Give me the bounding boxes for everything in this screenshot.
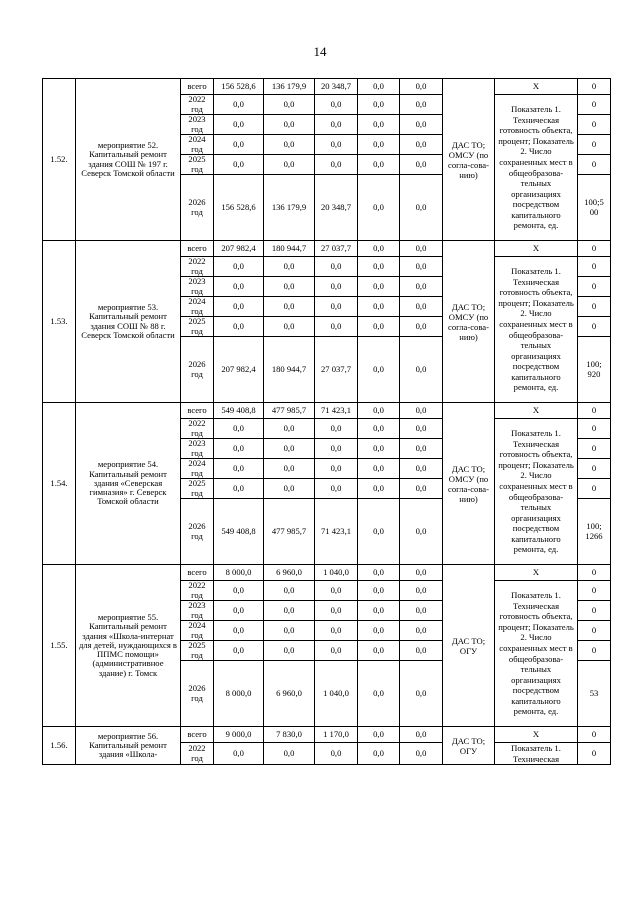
target-value-cell: 0 [578, 95, 611, 115]
amount-cell: 0,0 [214, 743, 264, 765]
amount-cell: 0,0 [358, 115, 400, 135]
amount-cell: 0,0 [264, 601, 315, 621]
measure-name: мероприятие 53. Капитальный ремонт здания СОШ № 88 г. Северск Томской области [76, 241, 181, 403]
amount-cell: 0,0 [358, 175, 400, 241]
amount-cell: 0,0 [358, 727, 400, 743]
amount-cell: 0,0 [214, 317, 264, 337]
row-number: 1.56. [43, 727, 76, 765]
amount-cell: 136 179,9 [264, 79, 315, 95]
amount-cell: 549 408,8 [214, 403, 264, 419]
amount-cell: 0,0 [400, 297, 443, 317]
period-cell: 2023 год [181, 439, 214, 459]
row-number: 1.52. [43, 79, 76, 241]
program-table [42, 78, 611, 765]
target-value-cell: 0 [578, 241, 611, 257]
amount-cell: 0,0 [214, 601, 264, 621]
amount-cell: 0,0 [264, 621, 315, 641]
period-cell: 2022 год [181, 581, 214, 601]
amount-cell: 20 348,7 [315, 79, 358, 95]
period-cell: 2024 год [181, 459, 214, 479]
indicator-cell: Показатель 1. Техническая готовность объекта, процент; Показатель 2. Число сохраненных мест в общеобразова-тельных организациях посредством капитального ремонта, ед. [495, 257, 578, 403]
target-cell: X [495, 403, 578, 419]
period-cell: всего [181, 403, 214, 419]
amount-cell: 0,0 [400, 601, 443, 621]
amount-cell: 0,0 [400, 115, 443, 135]
amount-cell: 0,0 [315, 581, 358, 601]
indicator-cell: Показатель 1. Техническая готовность объекта, процент; Показатель 2. Число сохраненных мест в общеобразова-тельных организациях посредством капитального ремонта, ед. [495, 419, 578, 565]
indicator-cell: Показатель 1. Техническая готовность объекта, процент; Показатель 2. Число сохраненных мест в общеобразова-тельных организациях посредством капитального ремонта, ед. [495, 95, 578, 241]
period-cell: 2026 год [181, 499, 214, 565]
amount-cell: 0,0 [264, 641, 315, 661]
period-cell: 2026 год [181, 661, 214, 727]
amount-cell: 0,0 [358, 601, 400, 621]
amount-cell: 0,0 [214, 641, 264, 661]
amount-cell: 0,0 [315, 641, 358, 661]
amount-cell: 0,0 [400, 641, 443, 661]
amount-cell: 0,0 [400, 743, 443, 765]
period-cell: 2025 год [181, 641, 214, 661]
amount-cell: 156 528,6 [214, 175, 264, 241]
amount-cell: 0,0 [315, 257, 358, 277]
target-cell: X [495, 241, 578, 257]
amount-cell: 1 170,0 [315, 727, 358, 743]
amount-cell: 477 985,7 [264, 499, 315, 565]
measure-name: мероприятие 52. Капитальный ремонт здания СОШ № 197 г. Северск Томской области [76, 79, 181, 241]
amount-cell: 0,0 [315, 479, 358, 499]
period-cell: всего [181, 727, 214, 743]
amount-cell: 71 423,1 [315, 499, 358, 565]
amount-cell: 0,0 [264, 135, 315, 155]
amount-cell: 0,0 [400, 175, 443, 241]
amount-cell: 0,0 [264, 479, 315, 499]
amount-cell: 0,0 [400, 135, 443, 155]
amount-cell: 0,0 [214, 297, 264, 317]
amount-cell: 0,0 [214, 257, 264, 277]
amount-cell: 0,0 [358, 565, 400, 581]
amount-cell: 0,0 [358, 95, 400, 115]
table-row [43, 727, 611, 743]
amount-cell: 0,0 [315, 439, 358, 459]
amount-cell: 0,0 [214, 135, 264, 155]
row-number: 1.55. [43, 565, 76, 727]
table-row [43, 241, 611, 257]
executor-cell: ДАС ТО; ОГУ [443, 565, 495, 727]
table-row [43, 565, 611, 581]
amount-cell: 0,0 [264, 257, 315, 277]
period-cell: 2026 год [181, 337, 214, 403]
amount-cell: 0,0 [214, 581, 264, 601]
page-number: 14 [313, 44, 327, 59]
period-cell: 2022 год [181, 743, 214, 765]
indicator-cell: Показатель 1. Техническая [495, 743, 578, 765]
amount-cell: 0,0 [264, 439, 315, 459]
target-value-cell: 0 [578, 135, 611, 155]
amount-cell: 0,0 [358, 743, 400, 765]
measure-name: мероприятие 56. Капитальный ремонт здания «Школа- [76, 727, 181, 765]
executor-cell: ДАС ТО; ОМСУ (по согла-сова-нию) [443, 241, 495, 403]
amount-cell: 71 423,1 [315, 403, 358, 419]
amount-cell: 0,0 [264, 115, 315, 135]
amount-cell: 0,0 [400, 727, 443, 743]
period-cell: 2023 год [181, 277, 214, 297]
executor-cell: ДАС ТО; ОМСУ (по согла-сова-нию) [443, 403, 495, 565]
amount-cell: 0,0 [358, 297, 400, 317]
amount-cell: 180 944,7 [264, 241, 315, 257]
target-value-cell: 0 [578, 403, 611, 419]
period-cell: 2024 год [181, 621, 214, 641]
target-value-cell: 100; 1266 [578, 499, 611, 565]
target-value-cell: 0 [578, 581, 611, 601]
amount-cell: 1 040,0 [315, 565, 358, 581]
amount-cell: 1 040,0 [315, 661, 358, 727]
table-row [43, 79, 611, 95]
executor-cell: ДАС ТО; ОМСУ (по согла-сова-нию) [443, 79, 495, 241]
target-cell: X [495, 565, 578, 581]
amount-cell: 0,0 [214, 621, 264, 641]
amount-cell: 0,0 [264, 297, 315, 317]
executor-cell: ДАС ТО; ОГУ [443, 727, 495, 765]
period-cell: 2022 год [181, 257, 214, 277]
amount-cell: 0,0 [400, 565, 443, 581]
amount-cell: 0,0 [358, 499, 400, 565]
target-value-cell: 0 [578, 257, 611, 277]
amount-cell: 0,0 [400, 661, 443, 727]
table-row [43, 403, 611, 419]
amount-cell: 0,0 [315, 317, 358, 337]
amount-cell: 0,0 [315, 459, 358, 479]
amount-cell: 0,0 [264, 419, 315, 439]
amount-cell: 0,0 [358, 403, 400, 419]
amount-cell: 0,0 [400, 337, 443, 403]
target-value-cell: 0 [578, 743, 611, 765]
period-cell: 2023 год [181, 601, 214, 621]
amount-cell: 0,0 [400, 79, 443, 95]
amount-cell: 0,0 [358, 277, 400, 297]
target-value-cell: 0 [578, 155, 611, 175]
amount-cell: 7 830,0 [264, 727, 315, 743]
amount-cell: 0,0 [315, 601, 358, 621]
target-value-cell: 0 [578, 317, 611, 337]
target-cell: X [495, 79, 578, 95]
amount-cell: 6 960,0 [264, 565, 315, 581]
period-cell: всего [181, 241, 214, 257]
amount-cell: 0,0 [315, 297, 358, 317]
amount-cell: 0,0 [264, 317, 315, 337]
amount-cell: 0,0 [400, 155, 443, 175]
amount-cell: 0,0 [400, 403, 443, 419]
amount-cell: 8 000,0 [214, 565, 264, 581]
amount-cell: 0,0 [358, 581, 400, 601]
amount-cell: 0,0 [358, 641, 400, 661]
target-value-cell: 0 [578, 439, 611, 459]
target-value-cell: 0 [578, 297, 611, 317]
amount-cell: 0,0 [400, 257, 443, 277]
amount-cell: 0,0 [400, 479, 443, 499]
amount-cell: 0,0 [358, 337, 400, 403]
row-number: 1.54. [43, 403, 76, 565]
amount-cell: 0,0 [264, 743, 315, 765]
amount-cell: 156 528,6 [214, 79, 264, 95]
target-value-cell: 0 [578, 641, 611, 661]
amount-cell: 0,0 [214, 459, 264, 479]
measure-name: мероприятие 54. Капитальный ремонт здания «Северская гимназия» г. Северск Томской области [76, 403, 181, 565]
period-cell: 2024 год [181, 297, 214, 317]
amount-cell: 9 000,0 [214, 727, 264, 743]
amount-cell: 207 982,4 [214, 241, 264, 257]
period-cell: всего [181, 565, 214, 581]
amount-cell: 0,0 [264, 459, 315, 479]
measure-name: мероприятие 55. Капитальный ремонт здания «Школа-интернат для детей, нуждающихся в ППМС помощи» (административное здание) г. Томск [76, 565, 181, 727]
target-value-cell: 0 [578, 79, 611, 95]
amount-cell: 0,0 [315, 115, 358, 135]
row-number: 1.53. [43, 241, 76, 403]
amount-cell: 0,0 [315, 419, 358, 439]
period-cell: 2026 год [181, 175, 214, 241]
indicator-cell: Показатель 1. Техническая готовность объекта, процент; Показатель 2. Число сохраненных мест в общеобразова-тельных организациях посредством капитального ремонта, ед. [495, 581, 578, 727]
target-value-cell: 0 [578, 621, 611, 641]
amount-cell: 0,0 [214, 115, 264, 135]
amount-cell: 0,0 [358, 241, 400, 257]
amount-cell: 180 944,7 [264, 337, 315, 403]
amount-cell: 0,0 [214, 95, 264, 115]
amount-cell: 0,0 [214, 419, 264, 439]
period-cell: 2025 год [181, 479, 214, 499]
amount-cell: 0,0 [400, 499, 443, 565]
amount-cell: 477 985,7 [264, 403, 315, 419]
amount-cell: 0,0 [214, 155, 264, 175]
amount-cell: 0,0 [358, 661, 400, 727]
amount-cell: 0,0 [315, 155, 358, 175]
amount-cell: 0,0 [358, 419, 400, 439]
amount-cell: 0,0 [358, 257, 400, 277]
amount-cell: 0,0 [400, 581, 443, 601]
amount-cell: 0,0 [264, 95, 315, 115]
period-cell: 2022 год [181, 419, 214, 439]
amount-cell: 0,0 [315, 95, 358, 115]
amount-cell: 207 982,4 [214, 337, 264, 403]
amount-cell: 0,0 [358, 479, 400, 499]
amount-cell: 0,0 [400, 459, 443, 479]
amount-cell: 20 348,7 [315, 175, 358, 241]
target-value-cell: 100;5 00 [578, 175, 611, 241]
amount-cell: 0,0 [358, 79, 400, 95]
amount-cell: 0,0 [264, 155, 315, 175]
target-value-cell: 53 [578, 661, 611, 727]
amount-cell: 0,0 [214, 277, 264, 297]
amount-cell: 0,0 [400, 419, 443, 439]
period-cell: 2024 год [181, 135, 214, 155]
period-cell: 2022 год [181, 95, 214, 115]
amount-cell: 0,0 [264, 581, 315, 601]
amount-cell: 0,0 [358, 135, 400, 155]
amount-cell: 0,0 [264, 277, 315, 297]
amount-cell: 0,0 [400, 241, 443, 257]
period-cell: всего [181, 79, 214, 95]
target-cell: X [495, 727, 578, 743]
amount-cell: 6 960,0 [264, 661, 315, 727]
amount-cell: 0,0 [214, 479, 264, 499]
amount-cell: 0,0 [315, 743, 358, 765]
period-cell: 2025 год [181, 155, 214, 175]
target-value-cell: 0 [578, 277, 611, 297]
target-value-cell: 0 [578, 727, 611, 743]
amount-cell: 0,0 [358, 317, 400, 337]
amount-cell: 0,0 [315, 135, 358, 155]
amount-cell: 27 037,7 [315, 337, 358, 403]
amount-cell: 0,0 [400, 95, 443, 115]
target-value-cell: 0 [578, 565, 611, 581]
target-value-cell: 0 [578, 115, 611, 135]
target-value-cell: 0 [578, 419, 611, 439]
target-value-cell: 0 [578, 601, 611, 621]
amount-cell: 549 408,8 [214, 499, 264, 565]
amount-cell: 0,0 [315, 621, 358, 641]
amount-cell: 0,0 [358, 459, 400, 479]
amount-cell: 0,0 [315, 277, 358, 297]
amount-cell: 0,0 [358, 155, 400, 175]
amount-cell: 0,0 [400, 621, 443, 641]
target-value-cell: 0 [578, 459, 611, 479]
amount-cell: 136 179,9 [264, 175, 315, 241]
amount-cell: 0,0 [214, 439, 264, 459]
amount-cell: 0,0 [400, 277, 443, 297]
period-cell: 2025 год [181, 317, 214, 337]
amount-cell: 0,0 [358, 621, 400, 641]
amount-cell: 8 000,0 [214, 661, 264, 727]
period-cell: 2023 год [181, 115, 214, 135]
amount-cell: 0,0 [400, 317, 443, 337]
amount-cell: 0,0 [358, 439, 400, 459]
target-value-cell: 0 [578, 479, 611, 499]
amount-cell: 27 037,7 [315, 241, 358, 257]
amount-cell: 0,0 [400, 439, 443, 459]
target-value-cell: 100; 920 [578, 337, 611, 403]
